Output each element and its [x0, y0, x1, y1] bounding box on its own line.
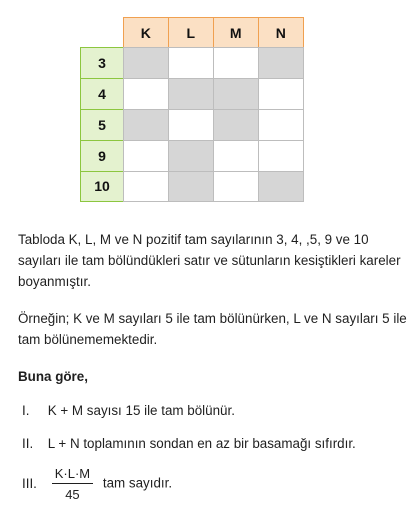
- divisibility-table: [80, 17, 304, 202]
- table-cell-5-l: [168, 109, 214, 141]
- statement-3-text: tam sayıdır.: [102, 475, 173, 491]
- column-header-m: M: [213, 17, 260, 48]
- statement-2: [22, 436, 356, 451]
- table-cell-10-n: [258, 171, 304, 202]
- column-header-l: L: [168, 17, 215, 48]
- problem-paragraph-1: Tabloda K, L, M ve N pozitif tam sayılarının 3, 4, ,5, 9 ve 10 sayıları ile tam bölündükleri satır ve sütunların kesiştikleri kareler boyanmıştır.: [18, 232, 401, 289]
- statement-2-text: L + N toplamının sondan en az bir basamağı sıfırdır.: [47, 436, 356, 451]
- table-cell-9-n: [258, 140, 304, 172]
- row-header-9: 9: [80, 140, 124, 173]
- statement-3-number: III.: [22, 475, 37, 491]
- statement-1: [22, 403, 235, 418]
- table-cell-4-k: [123, 78, 169, 110]
- row-header-3: 3: [80, 47, 124, 80]
- table-cell-9-k: [123, 140, 169, 172]
- table-cell-10-l: [168, 171, 214, 202]
- table-cell-3-m: [213, 47, 259, 79]
- table-cell-3-l: [168, 47, 214, 79]
- statement-2-number: II.: [22, 436, 34, 451]
- table-cell-4-m: [213, 78, 259, 110]
- question-prompt: Buna göre,: [18, 369, 88, 384]
- table-cell-9-m: [213, 140, 259, 172]
- fraction-numerator: K·L·M: [52, 466, 93, 484]
- table-cell-10-m: [213, 171, 259, 202]
- table-cell-4-n: [258, 78, 304, 110]
- table-cell-9-l: [168, 140, 214, 172]
- table-cell-3-n: [258, 47, 304, 79]
- row-header-5: 5: [80, 109, 124, 142]
- table-cell-4-l: [168, 78, 214, 110]
- statement-1-number: I.: [22, 403, 30, 418]
- row-header-4: 4: [80, 78, 124, 111]
- table-cell-10-k: [123, 171, 169, 202]
- statement-3: [22, 466, 172, 502]
- statement-1-text: K + M sayısı 15 ile tam bölünür.: [47, 403, 235, 418]
- row-header-10: 10: [80, 171, 124, 203]
- problem-paragraph-2: Örneğin; K ve M sayıları 5 ile tam bölünürken, L ve N sayıları 5 ile tam bölünememektedir.: [18, 311, 407, 347]
- table-cell-5-m: [213, 109, 259, 141]
- table-corner: [80, 17, 124, 48]
- statement-3-fraction: [52, 466, 93, 502]
- table-cell-3-k: [123, 47, 169, 79]
- table-cell-5-k: [123, 109, 169, 141]
- column-header-n: N: [258, 17, 305, 48]
- fraction-denominator: 45: [65, 487, 80, 502]
- table-cell-5-n: [258, 109, 304, 141]
- column-header-k: K: [123, 17, 170, 48]
